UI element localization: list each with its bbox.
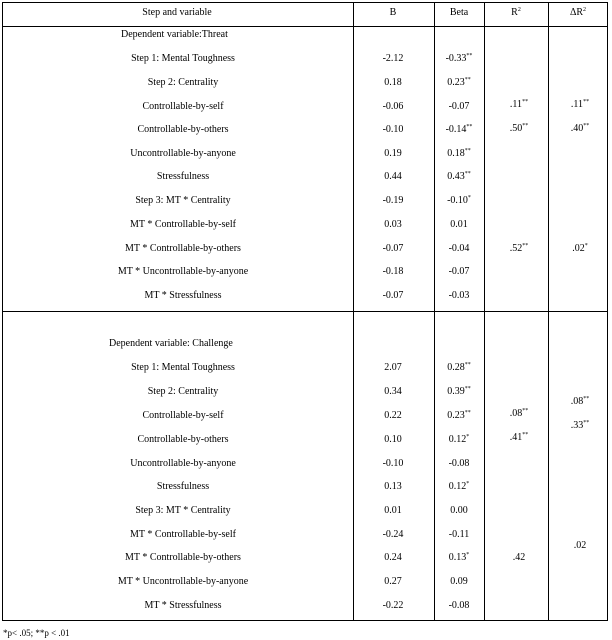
beta-value: -0.33** bbox=[445, 53, 473, 64]
b-value: 0.13 bbox=[384, 481, 402, 492]
row-label: Step 3: MT * Centrality bbox=[135, 195, 231, 206]
row-label: Uncontrollable-by-anyone bbox=[130, 458, 236, 469]
b-value: -0.18 bbox=[382, 266, 404, 277]
row-label: MT * Stressfulness bbox=[144, 290, 222, 301]
delta-r2-value: .40** bbox=[570, 123, 590, 134]
header-step: Step and variable bbox=[142, 7, 212, 18]
row-label: Controllable-by-others bbox=[137, 434, 229, 445]
beta-value: -0.14** bbox=[445, 124, 473, 135]
beta-value: 0.23** bbox=[447, 77, 471, 88]
header-b: B bbox=[389, 7, 397, 18]
beta-value: -0.10* bbox=[447, 195, 471, 206]
row-label: Uncontrollable-by-anyone bbox=[130, 148, 236, 159]
row-label: Controllable-by-others bbox=[137, 124, 229, 135]
delta-r2-value: .02* bbox=[572, 243, 588, 254]
header-beta: Beta bbox=[449, 7, 469, 18]
row-label: MT * Stressfulness bbox=[144, 600, 222, 611]
beta-value: 0.00 bbox=[450, 505, 468, 516]
beta-value: 0.09 bbox=[450, 576, 468, 587]
significance-footnote: *p< .05; **p < .01 bbox=[3, 628, 70, 638]
b-value: 0.27 bbox=[384, 576, 402, 587]
row-label: Step 2: Centrality bbox=[147, 77, 219, 88]
row-label: Step 3: MT * Centrality bbox=[135, 505, 231, 516]
row-label: MT * Uncontrollable-by-anyone bbox=[117, 266, 249, 277]
delta-r2-value: .11** bbox=[570, 99, 590, 110]
row-label: Step 1: Mental Toughness bbox=[131, 362, 235, 373]
row-label: Controllable-by-self bbox=[142, 101, 224, 112]
b-value: -0.19 bbox=[382, 195, 404, 206]
row-label: Controllable-by-self bbox=[142, 410, 224, 421]
row-label: Step 1: Mental Toughness bbox=[131, 53, 235, 64]
beta-value: 0.43** bbox=[447, 171, 471, 182]
b-value: 0.34 bbox=[384, 386, 402, 397]
beta-value: -0.08 bbox=[448, 600, 470, 611]
b-value: -0.24 bbox=[382, 529, 404, 540]
row-label: Stressfulness bbox=[156, 171, 210, 182]
beta-value: 0.23** bbox=[447, 410, 471, 421]
r2-value: .41** bbox=[509, 432, 529, 443]
beta-value: 0.12* bbox=[448, 434, 470, 445]
beta-value: 0.13* bbox=[448, 552, 470, 563]
r2-value: .08** bbox=[509, 408, 529, 419]
b-value: -2.12 bbox=[382, 53, 404, 64]
b-value: -0.22 bbox=[382, 600, 404, 611]
b-value: 0.10 bbox=[384, 434, 402, 445]
section-title: Dependent variable: Challenge bbox=[109, 338, 233, 349]
delta-r2-value: .02 bbox=[573, 540, 587, 551]
delta-r2-value: .08** bbox=[570, 396, 590, 407]
delta-r2-value: .33** bbox=[570, 420, 590, 431]
beta-value: 0.12* bbox=[448, 481, 470, 492]
b-value: 0.19 bbox=[384, 148, 402, 159]
header-delta-r2: $\Delta R^2$ bbox=[569, 7, 587, 18]
beta-value: 0.28** bbox=[447, 362, 471, 373]
r2-value: .52** bbox=[509, 243, 529, 254]
beta-value: 0.01 bbox=[450, 219, 468, 230]
b-value: -0.07 bbox=[382, 243, 404, 254]
row-label: Step 2: Centrality bbox=[147, 386, 219, 397]
row-label: MT * Controllable-by-others bbox=[125, 552, 241, 563]
b-value: 2.07 bbox=[384, 362, 402, 373]
row-label: MT * Controllable-by-others bbox=[125, 243, 241, 254]
beta-value: -0.07 bbox=[448, 266, 470, 277]
beta-value: -0.03 bbox=[448, 290, 470, 301]
row-label: MT * Uncontrollable-by-anyone bbox=[117, 576, 249, 587]
beta-value: -0.07 bbox=[448, 101, 470, 112]
b-value: 0.01 bbox=[384, 505, 402, 516]
r2-value: .50** bbox=[509, 123, 529, 134]
b-value: 0.22 bbox=[384, 410, 402, 421]
section-divider bbox=[2, 311, 608, 312]
b-value: -0.07 bbox=[382, 290, 404, 301]
results-table bbox=[2, 2, 608, 621]
b-value: -0.10 bbox=[382, 124, 404, 135]
beta-value: 0.18** bbox=[447, 148, 471, 159]
b-value: 0.03 bbox=[384, 219, 402, 230]
beta-value: -0.08 bbox=[448, 458, 470, 469]
b-value: 0.18 bbox=[384, 77, 402, 88]
r2-value: .42 bbox=[512, 552, 526, 563]
header-r2: $R^2$ bbox=[511, 7, 521, 18]
row-label: MT * Controllable-by-self bbox=[130, 219, 236, 230]
b-value: -0.06 bbox=[382, 101, 404, 112]
row-label: MT * Controllable-by-self bbox=[130, 529, 236, 540]
header-divider bbox=[2, 26, 608, 27]
section-title: Dependent variable:Threat bbox=[121, 29, 228, 40]
b-value: -0.10 bbox=[382, 458, 404, 469]
b-value: 0.24 bbox=[384, 552, 402, 563]
beta-value: 0.39** bbox=[447, 386, 471, 397]
row-label: Stressfulness bbox=[156, 481, 210, 492]
beta-value: -0.11 bbox=[448, 529, 470, 540]
b-value: 0.44 bbox=[384, 171, 402, 182]
r2-value: .11** bbox=[509, 99, 529, 110]
beta-value: -0.04 bbox=[448, 243, 470, 254]
